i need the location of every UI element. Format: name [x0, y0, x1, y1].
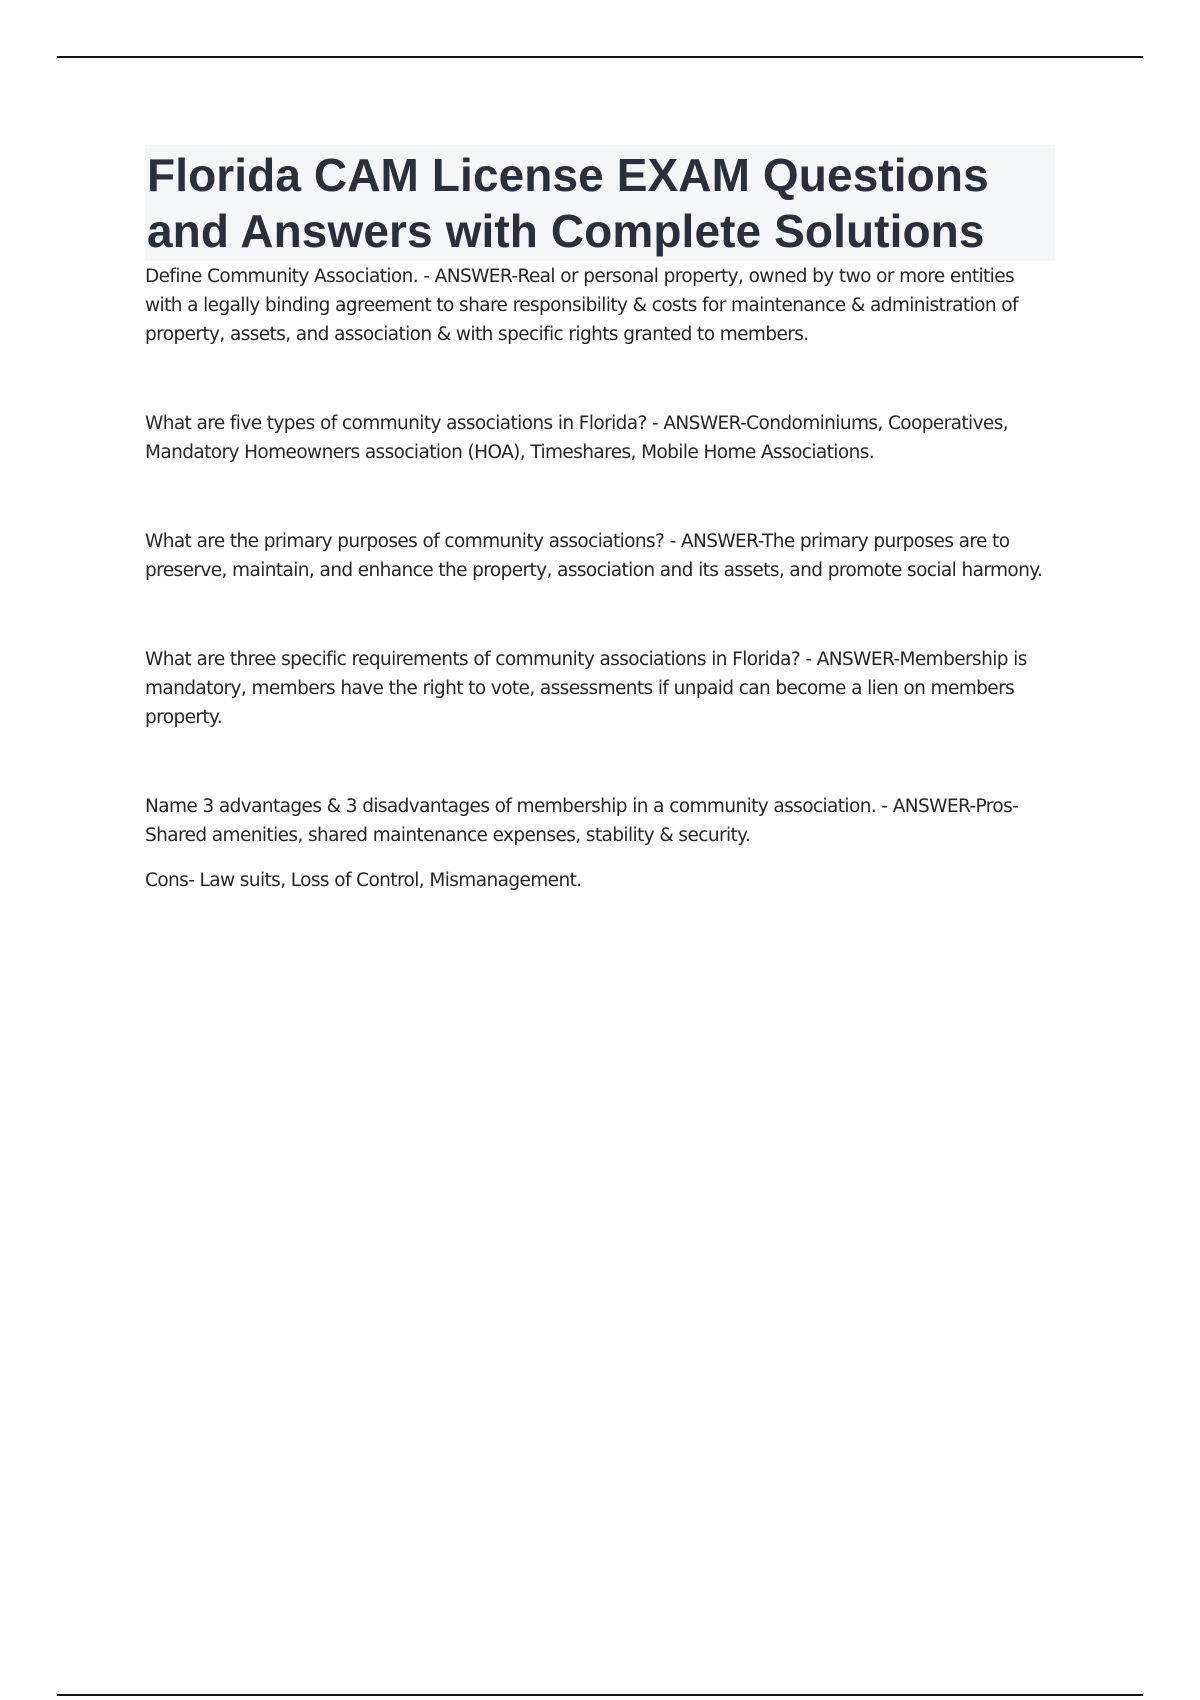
qa-item — [145, 645, 1055, 732]
document-body — [145, 145, 1055, 955]
qa-item — [145, 792, 1055, 895]
top-divider — [57, 56, 1143, 58]
qa-item — [145, 262, 1055, 349]
qa-text: Name 3 advantages & 3 disadvantages of membership in a community association. - ANSWER-Pros- Shared amenities, shared maintenance expenses, stability & security. — [145, 796, 1019, 846]
qa-item — [145, 527, 1055, 585]
qa-text: Define Community Association. - ANSWER-Real or personal property, owned by two or more entities with a legally binding agreement to share responsibility & costs for maintenance & administration of property, assets, and association & with specific rights granted to members. — [145, 266, 1018, 345]
document-title: Florida CAM License EXAM Questions and Answers with Complete Solutions — [145, 145, 1055, 261]
qa-item — [145, 409, 1055, 467]
qa-text: What are the primary purposes of community associations? - ANSWER-The primary purposes are to preserve, maintain, and enhance the property, association and its assets, and promote social harmony. — [145, 531, 1043, 581]
qa-text: What are three specific requirements of community associations in Florida? - ANSWER-Membership is mandatory, members have the right to vote, assessments if unpaid can become a lien on members property. — [145, 649, 1027, 728]
bottom-divider — [57, 1694, 1143, 1696]
qa-extra-text: Cons- Law suits, Loss of Control, Mismanagement. — [145, 870, 582, 891]
qa-text: What are five types of community associations in Florida? - ANSWER-Condominiums, Cooperatives, Mandatory Homeowners association (HOA), Timeshares, Mobile Home Associations. — [145, 413, 1009, 463]
